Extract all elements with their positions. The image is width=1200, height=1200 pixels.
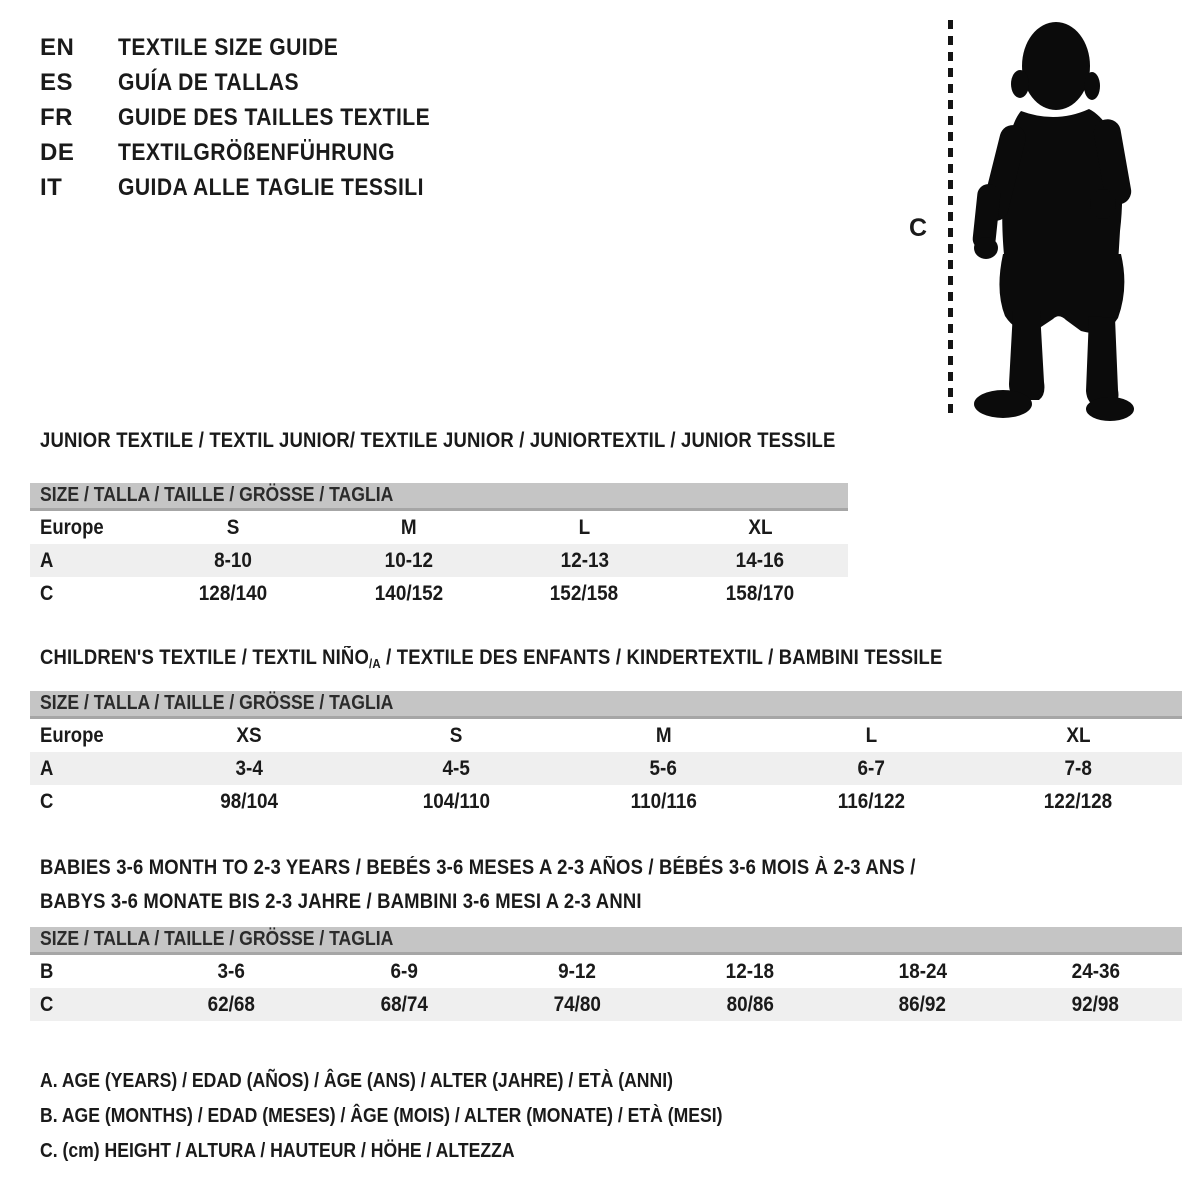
value-cell-text: 5-6 (649, 756, 678, 780)
value-cell-text: 116/122 (837, 789, 905, 813)
value-cell (145, 790, 352, 814)
value-cell-text: 6-7 (857, 756, 885, 780)
value-cell-text: 128/140 (198, 581, 268, 605)
table-row (30, 577, 848, 610)
row-label (30, 516, 145, 540)
lang-title-es: GUÍA DE TALLAS (118, 68, 299, 96)
size-cell (975, 724, 1182, 748)
value-cell-text: 122/128 (1044, 789, 1113, 813)
size-cell-text: L (578, 515, 591, 539)
value-cell-text: 9-12 (558, 959, 596, 983)
table-row (30, 511, 848, 544)
babies-title-line1: BABIES 3-6 MONTH TO 2-3 YEARS / BEBÉS 3-6 MESES A 2-3 AÑOS / BÉBÉS 3-6 MOIS À 2-3 ANS / (40, 856, 916, 879)
size-cell (672, 516, 848, 540)
lang-code-it: IT (40, 173, 63, 201)
row-label-text: C (40, 992, 54, 1016)
toddler-silhouette-icon (963, 16, 1163, 422)
value-cell (321, 582, 497, 606)
row-label (30, 549, 145, 573)
value-cell-text: 140/152 (374, 581, 443, 605)
junior-size-table (30, 483, 848, 610)
legend-line-c-text: C. (cm) HEIGHT / ALTURA / HAUTEUR / HÖHE / ALTEZZA (40, 1140, 515, 1162)
value-cell (836, 993, 1009, 1017)
value-cell (672, 582, 848, 606)
size-cell (767, 724, 974, 748)
table-row (30, 544, 848, 577)
table-row (30, 719, 1182, 752)
value-cell-text: 68/74 (380, 992, 428, 1016)
value-cell-text: 24-36 (1071, 959, 1120, 983)
size-cell-text: XL (748, 515, 773, 539)
table-row (30, 988, 1182, 1021)
size-cell-text: XS (236, 723, 262, 747)
size-cell-text: S (226, 515, 240, 539)
value-cell-text: 152/158 (550, 581, 619, 605)
size-cell-text: M (655, 723, 672, 747)
value-cell (352, 790, 559, 814)
lang-title-en: TEXTILE SIZE GUIDE (118, 33, 339, 61)
row-label-text: A (40, 756, 54, 780)
value-cell-text: 92/98 (1071, 992, 1120, 1016)
lang-row-it (40, 170, 473, 205)
lang-code-fr: FR (40, 103, 73, 131)
row-label (30, 960, 145, 984)
legend-line-a-text: A. AGE (YEARS) / EDAD (AÑOS) / ÂGE (ANS) / ALTER (JAHRE) / ETÀ (ANNI) (40, 1070, 673, 1092)
children-section-title (40, 643, 1066, 679)
size-cell-text: XL (1066, 723, 1091, 747)
height-measure-dashed-line (948, 20, 953, 420)
size-cell (145, 516, 321, 540)
babies-title-line2: BABYS 3-6 MONATE BIS 2-3 JAHRE / BAMBINI 3-6 MESI A 2-3 ANNI (40, 890, 642, 913)
value-cell-text: 3-4 (235, 756, 263, 780)
table-row (30, 955, 1182, 988)
size-header-label: SIZE / TALLA / TAILLE / GRÖSSE / TAGLIA (40, 692, 394, 714)
children-size-table (30, 691, 1182, 818)
row-label (30, 993, 145, 1017)
lang-row-es (40, 65, 473, 100)
row-label-text: Europe (40, 723, 104, 747)
value-cell (497, 549, 673, 573)
legend-line-b-text: B. AGE (MONTHS) / EDAD (MESES) / ÂGE (MOIS) / ALTER (MONATE) / ETÀ (MESI) (40, 1105, 723, 1127)
value-cell-text: 14-16 (735, 548, 785, 572)
row-label-text: Europe (40, 515, 104, 539)
value-cell (145, 582, 321, 606)
value-cell-text: 104/110 (422, 789, 490, 813)
size-cell (352, 724, 559, 748)
lang-code-es: ES (40, 68, 74, 96)
babies-section-title (40, 851, 1035, 919)
value-cell (321, 549, 497, 573)
size-header-bar (30, 691, 1182, 719)
value-cell (975, 757, 1182, 781)
babies-size-table (30, 927, 1182, 1021)
children-section-title-text: CHILDREN'S TEXTILE / TEXTIL NIÑO/A / TEXTILE DES ENFANTS / KINDERTEXTIL / BAMBINI TESSILE (40, 646, 943, 671)
value-cell (497, 582, 673, 606)
value-cell-text: 80/86 (726, 992, 774, 1016)
value-cell-text: 158/170 (725, 581, 795, 605)
lang-title-de: TEXTILGRÖßENFÜHRUNG (118, 138, 396, 166)
value-cell (560, 790, 767, 814)
row-label (30, 724, 145, 748)
lang-row-de (40, 135, 473, 170)
value-cell (352, 757, 559, 781)
junior-section-title-text: JUNIOR TEXTILE / TEXTIL JUNIOR/ TEXTILE JUNIOR / JUNIORTEXTIL / JUNIOR TESSILE (40, 429, 836, 452)
value-cell-text: 4-5 (442, 756, 470, 780)
lang-title-fr: GUIDE DES TAILLES TEXTILE (118, 103, 431, 131)
value-cell (318, 993, 491, 1017)
value-cell (560, 757, 767, 781)
value-cell-text: 12-13 (560, 548, 609, 572)
row-label (30, 757, 145, 781)
size-header-bar (30, 483, 848, 511)
size-header-label: SIZE / TALLA / TAILLE / GRÖSSE / TAGLIA (40, 484, 394, 506)
lang-row-fr (40, 100, 473, 135)
row-label (30, 582, 145, 606)
size-cell-text: L (865, 723, 877, 747)
size-header-label: SIZE / TALLA / TAILLE / GRÖSSE / TAGLIA (40, 928, 394, 950)
value-cell (1009, 960, 1182, 984)
row-label-text: A (40, 548, 54, 572)
value-cell-text: 6-9 (390, 959, 418, 983)
value-cell-text: 74/80 (553, 992, 601, 1016)
size-cell-text: S (449, 723, 463, 747)
value-cell (767, 757, 974, 781)
lang-code-en: EN (40, 33, 75, 61)
value-cell-text: 8-10 (213, 548, 252, 572)
language-title-block (40, 30, 473, 205)
lang-row-en (40, 30, 473, 65)
value-cell-text: 18-24 (898, 959, 947, 983)
size-cell (321, 516, 497, 540)
value-cell (145, 993, 318, 1017)
size-cell (560, 724, 767, 748)
lang-title-it: GUIDA ALLE TAGLIE TESSILI (118, 173, 424, 201)
value-cell (491, 960, 664, 984)
height-measure-figure (905, 14, 1167, 424)
size-cell-text: M (400, 515, 417, 539)
row-label-text: B (40, 959, 54, 983)
value-cell (672, 549, 848, 573)
value-cell-text: 86/92 (899, 992, 947, 1016)
value-cell (663, 993, 836, 1017)
table-row (30, 785, 1182, 818)
table-row (30, 752, 1182, 785)
legend-line-c (40, 1134, 816, 1169)
row-label (30, 790, 145, 814)
row-label-text: C (40, 789, 54, 813)
lang-code-de: DE (40, 138, 75, 166)
value-cell (318, 960, 491, 984)
value-cell-text: 98/104 (219, 789, 278, 813)
legend-line-a (40, 1064, 816, 1099)
value-cell (145, 960, 318, 984)
legend-line-b (40, 1099, 816, 1134)
value-cell-text: 12-18 (725, 959, 775, 983)
value-cell (145, 549, 321, 573)
legend-block (40, 1064, 816, 1169)
children-title-subscript: /A (368, 656, 381, 671)
value-cell-text: 10-12 (384, 548, 433, 572)
value-cell (145, 757, 352, 781)
junior-section-title (40, 426, 944, 456)
row-label-text: C (40, 581, 54, 605)
value-cell-text: 62/68 (207, 992, 256, 1016)
size-header-bar (30, 927, 1182, 955)
value-cell (663, 960, 836, 984)
value-cell (975, 790, 1182, 814)
value-cell (767, 790, 974, 814)
value-cell-text: 110/116 (630, 789, 697, 813)
value-cell-text: 3-6 (217, 959, 246, 983)
value-cell-text: 7-8 (1064, 756, 1092, 780)
value-cell (491, 993, 664, 1017)
measure-label-c: C (909, 214, 928, 242)
value-cell (836, 960, 1009, 984)
size-cell (145, 724, 352, 748)
value-cell (1009, 993, 1182, 1017)
size-cell (497, 516, 673, 540)
